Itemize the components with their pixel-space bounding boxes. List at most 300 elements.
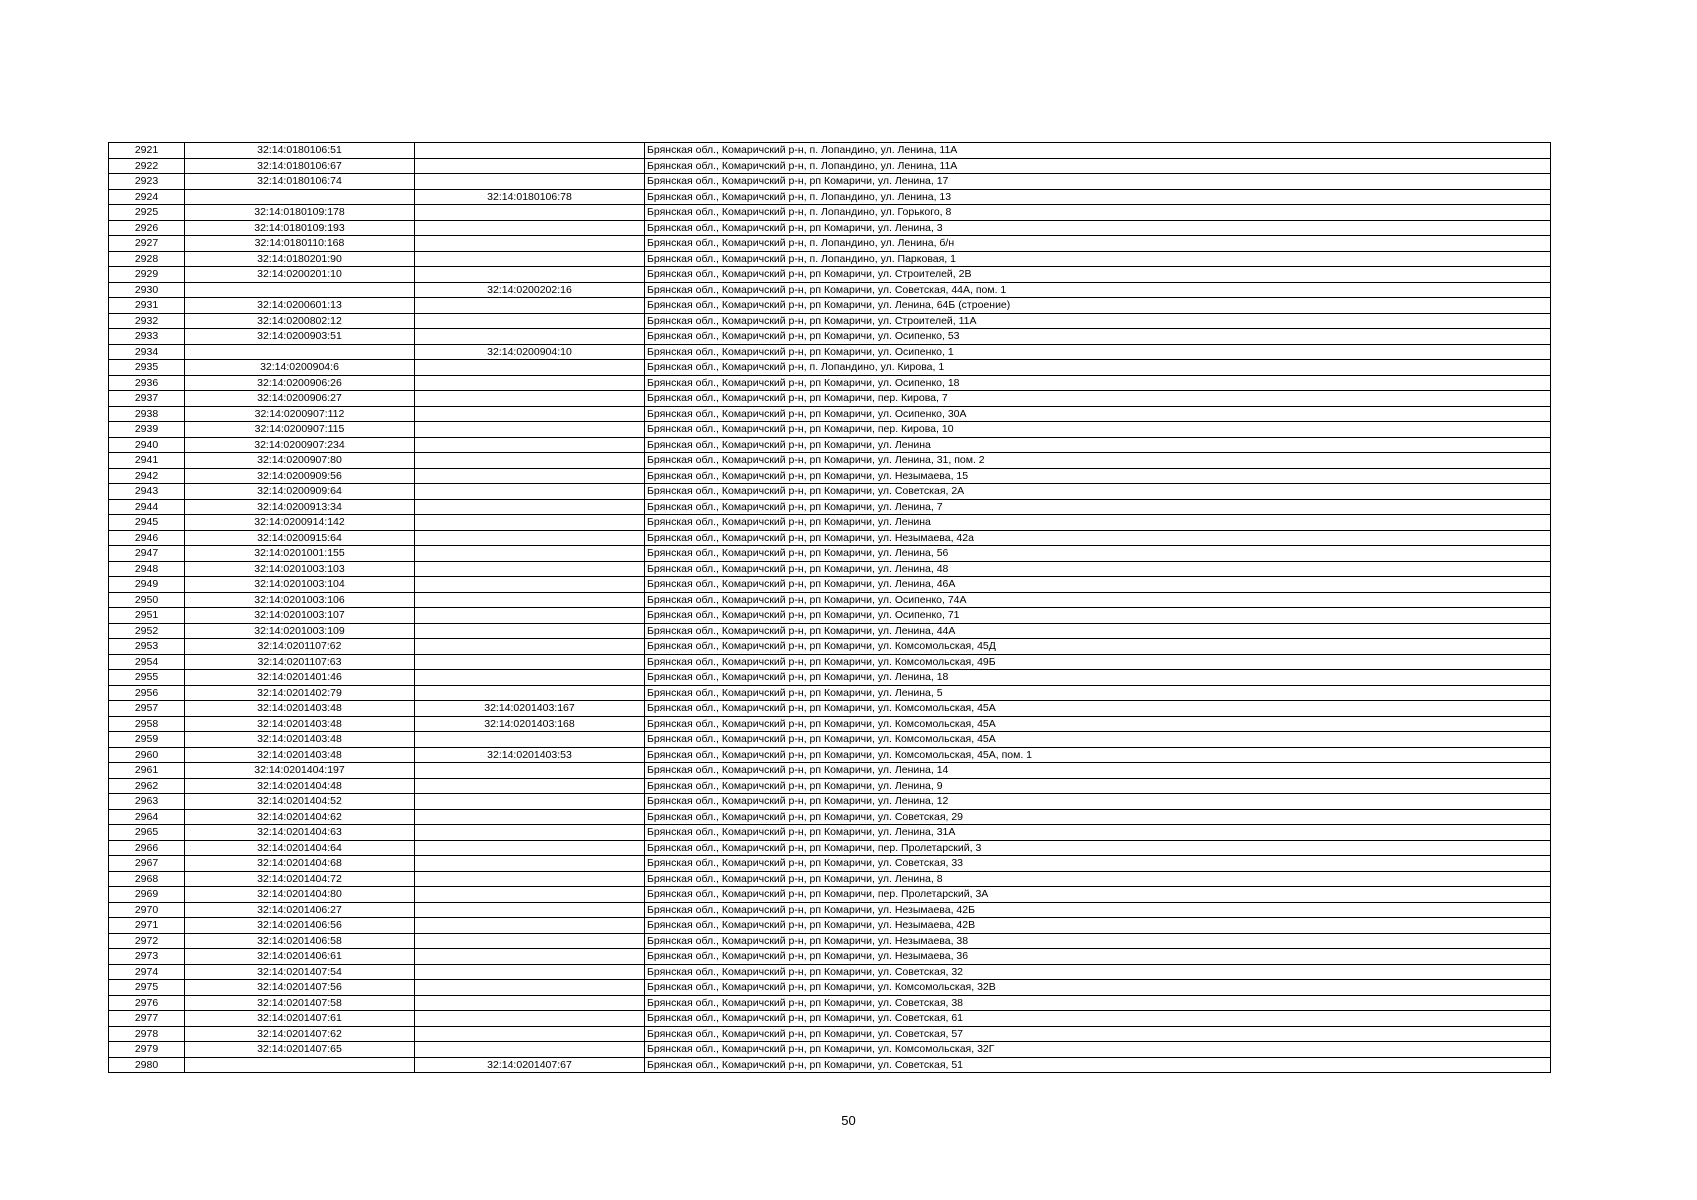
secondary-cadastral-number-cell — [415, 375, 645, 391]
secondary-cadastral-number-cell — [415, 143, 645, 159]
address-cell: Брянская обл., Комаричский р-н, п. Лопандино, ул. Ленина, б/н — [645, 236, 1551, 252]
address-cell: Брянская обл., Комаричский р-н, п. Лопандино, ул. Ленина, 13 — [645, 189, 1551, 205]
row-number-cell: 2965 — [109, 825, 185, 841]
row-number-cell: 2947 — [109, 546, 185, 562]
address-cell: Брянская обл., Комаричский р-н, рп Комаричи, ул. Незымаева, 36 — [645, 949, 1551, 965]
table-row — [109, 964, 1551, 980]
table-row — [109, 499, 1551, 515]
secondary-cadastral-number-cell: 32:14:0201403:53 — [415, 747, 645, 763]
table-row — [109, 298, 1551, 314]
secondary-cadastral-number-cell — [415, 887, 645, 903]
row-number-cell: 2932 — [109, 313, 185, 329]
secondary-cadastral-number-cell — [415, 949, 645, 965]
cadastral-number-cell: 32:14:0200914:142 — [185, 515, 415, 531]
row-number-cell: 2952 — [109, 623, 185, 639]
cadastral-number-cell: 32:14:0201406:58 — [185, 933, 415, 949]
address-cell: Брянская обл., Комаричский р-н, п. Лопандино, ул. Кирова, 1 — [645, 360, 1551, 376]
secondary-cadastral-number-cell — [415, 871, 645, 887]
table-row — [109, 422, 1551, 438]
secondary-cadastral-number-cell — [415, 251, 645, 267]
secondary-cadastral-number-cell — [415, 313, 645, 329]
address-cell: Брянская обл., Комаричский р-н, рп Комаричи, ул. Советская, 2А — [645, 484, 1551, 500]
secondary-cadastral-number-cell — [415, 763, 645, 779]
address-cell: Брянская обл., Комаричский р-н, рп Комаричи, ул. Строителей, 11А — [645, 313, 1551, 329]
cadastral-number-cell: 32:14:0180106:51 — [185, 143, 415, 159]
row-number-cell: 2956 — [109, 685, 185, 701]
address-cell: Брянская обл., Комаричский р-н, п. Лопандино, ул. Ленина, 11А — [645, 158, 1551, 174]
table-row — [109, 732, 1551, 748]
table-row — [109, 1042, 1551, 1058]
secondary-cadastral-number-cell — [415, 205, 645, 221]
cadastral-number-cell: 32:14:0201407:61 — [185, 1011, 415, 1027]
address-cell: Брянская обл., Комаричский р-н, рп Комаричи, ул. Советская, 57 — [645, 1026, 1551, 1042]
cadastral-number-cell: 32:14:0200907:112 — [185, 406, 415, 422]
row-number-cell: 2924 — [109, 189, 185, 205]
cadastral-number-cell: 32:14:0180201:90 — [185, 251, 415, 267]
secondary-cadastral-number-cell — [415, 794, 645, 810]
row-number-cell: 2953 — [109, 639, 185, 655]
table-row — [109, 406, 1551, 422]
cadastral-number-cell: 32:14:0201403:48 — [185, 701, 415, 717]
cadastral-number-cell — [185, 189, 415, 205]
address-cell: Брянская обл., Комаричский р-н, рп Комаричи, ул. Ленина, 18 — [645, 670, 1551, 686]
secondary-cadastral-number-cell — [415, 236, 645, 252]
table-row — [109, 933, 1551, 949]
cadastral-number-cell: 32:14:0201003:103 — [185, 561, 415, 577]
address-cell: Брянская обл., Комаричский р-н, рп Комаричи, ул. Ленина, 14 — [645, 763, 1551, 779]
address-cell: Брянская обл., Комаричский р-н, рп Комаричи, ул. Незымаева, 42Б — [645, 902, 1551, 918]
row-number-cell: 2925 — [109, 205, 185, 221]
table-row — [109, 608, 1551, 624]
secondary-cadastral-number-cell — [415, 546, 645, 562]
cadastral-number-cell: 32:14:0180106:67 — [185, 158, 415, 174]
address-cell: Брянская обл., Комаричский р-н, п. Лопандино, ул. Парковая, 1 — [645, 251, 1551, 267]
table-row — [109, 1057, 1551, 1073]
secondary-cadastral-number-cell — [415, 825, 645, 841]
cadastral-number-cell: 32:14:0201404:80 — [185, 887, 415, 903]
row-number-cell: 2949 — [109, 577, 185, 593]
cadastral-number-cell: 32:14:0180110:168 — [185, 236, 415, 252]
secondary-cadastral-number-cell — [415, 422, 645, 438]
row-number-cell: 2959 — [109, 732, 185, 748]
table-row — [109, 778, 1551, 794]
row-number-cell: 2921 — [109, 143, 185, 159]
row-number-cell: 2973 — [109, 949, 185, 965]
table-row — [109, 577, 1551, 593]
secondary-cadastral-number-cell — [415, 360, 645, 376]
cadastral-number-cell: 32:14:0200907:115 — [185, 422, 415, 438]
cadastral-number-cell: 32:14:0200904:6 — [185, 360, 415, 376]
cadastral-number-cell: 32:14:0201003:107 — [185, 608, 415, 624]
secondary-cadastral-number-cell — [415, 468, 645, 484]
row-number-cell: 2966 — [109, 840, 185, 856]
address-cell: Брянская обл., Комаричский р-н, рп Комаричи, ул. Ленина, 9 — [645, 778, 1551, 794]
secondary-cadastral-number-cell — [415, 918, 645, 934]
table-row — [109, 592, 1551, 608]
cadastral-number-cell: 32:14:0201402:79 — [185, 685, 415, 701]
address-cell: Брянская обл., Комаричский р-н, рп Комаричи, ул. Советская, 51 — [645, 1057, 1551, 1073]
row-number-cell: 2974 — [109, 964, 185, 980]
address-cell: Брянская обл., Комаричский р-н, рп Комаричи, ул. Ленина, 44А — [645, 623, 1551, 639]
address-cell: Брянская обл., Комаричский р-н, рп Комаричи, ул. Незымаева, 42а — [645, 530, 1551, 546]
row-number-cell: 2958 — [109, 716, 185, 732]
secondary-cadastral-number-cell — [415, 267, 645, 283]
row-number-cell: 2960 — [109, 747, 185, 763]
secondary-cadastral-number-cell — [415, 484, 645, 500]
address-cell: Брянская обл., Комаричский р-н, рп Комаричи, ул. Комсомольская, 45А — [645, 701, 1551, 717]
address-cell: Брянская обл., Комаричский р-н, рп Комаричи, ул. Советская, 32 — [645, 964, 1551, 980]
row-number-cell: 2941 — [109, 453, 185, 469]
address-cell: Брянская обл., Комаричский р-н, рп Комаричи, ул. Ленина, 48 — [645, 561, 1551, 577]
row-number-cell: 2972 — [109, 933, 185, 949]
row-number-cell: 2977 — [109, 1011, 185, 1027]
secondary-cadastral-number-cell: 32:14:0180106:78 — [415, 189, 645, 205]
secondary-cadastral-number-cell: 32:14:0200904:10 — [415, 344, 645, 360]
row-number-cell: 2967 — [109, 856, 185, 872]
address-cell: Брянская обл., Комаричский р-н, рп Комаричи, ул. Комсомольская, 45А, пом. 1 — [645, 747, 1551, 763]
table-row — [109, 980, 1551, 996]
secondary-cadastral-number-cell — [415, 298, 645, 314]
table-row — [109, 375, 1551, 391]
cadastral-number-cell — [185, 1057, 415, 1073]
row-number-cell: 2970 — [109, 902, 185, 918]
secondary-cadastral-number-cell — [415, 515, 645, 531]
row-number-cell: 2927 — [109, 236, 185, 252]
address-cell: Брянская обл., Комаричский р-н, п. Лопандино, ул. Горького, 8 — [645, 205, 1551, 221]
row-number-cell: 2937 — [109, 391, 185, 407]
cadastral-number-cell: 32:14:0201407:54 — [185, 964, 415, 980]
secondary-cadastral-number-cell — [415, 933, 645, 949]
cadastral-number-cell: 32:14:0200907:80 — [185, 453, 415, 469]
table-row — [109, 189, 1551, 205]
address-cell: Брянская обл., Комаричский р-н, рп Комаричи, ул. Незымаева, 15 — [645, 468, 1551, 484]
table-row — [109, 515, 1551, 531]
cadastral-number-cell: 32:14:0180109:178 — [185, 205, 415, 221]
secondary-cadastral-number-cell: 32:14:0201407:67 — [415, 1057, 645, 1073]
row-number-cell: 2922 — [109, 158, 185, 174]
cadastral-number-cell: 32:14:0201406:27 — [185, 902, 415, 918]
cadastral-number-cell: 32:14:0201404:63 — [185, 825, 415, 841]
address-cell: Брянская обл., Комаричский р-н, рп Комаричи, ул. Комсомольская, 32Г — [645, 1042, 1551, 1058]
address-cell: Брянская обл., Комаричский р-н, рп Комаричи, ул. Советская, 61 — [645, 1011, 1551, 1027]
row-number-cell: 2955 — [109, 670, 185, 686]
address-cell: Брянская обл., Комаричский р-н, рп Комаричи, ул. Ленина — [645, 437, 1551, 453]
address-cell: Брянская обл., Комаричский р-н, рп Комаричи, ул. Ленина, 8 — [645, 871, 1551, 887]
address-cell: Брянская обл., Комаричский р-н, рп Комаричи, пер. Кирова, 10 — [645, 422, 1551, 438]
address-cell: Брянская обл., Комаричский р-н, рп Комаричи, ул. Комсомольская, 32В — [645, 980, 1551, 996]
address-cell: Брянская обл., Комаричский р-н, рп Комаричи, пер. Пролетарский, 3А — [645, 887, 1551, 903]
row-number-cell: 2948 — [109, 561, 185, 577]
row-number-cell: 2945 — [109, 515, 185, 531]
secondary-cadastral-number-cell: 32:14:0200202:16 — [415, 282, 645, 298]
cadastral-number-cell: 32:14:0201401:46 — [185, 670, 415, 686]
address-cell: Брянская обл., Комаричский р-н, рп Комаричи, ул. Осипенко, 1 — [645, 344, 1551, 360]
table-row — [109, 236, 1551, 252]
table-row — [109, 360, 1551, 376]
row-number-cell: 2942 — [109, 468, 185, 484]
address-cell: Брянская обл., Комаричский р-н, рп Комаричи, ул. Ленина, 64Б (строение) — [645, 298, 1551, 314]
secondary-cadastral-number-cell — [415, 732, 645, 748]
cadastral-number-cell: 32:14:0201404:52 — [185, 794, 415, 810]
table-row — [109, 437, 1551, 453]
address-cell: Брянская обл., Комаричский р-н, п. Лопандино, ул. Ленина, 11А — [645, 143, 1551, 159]
cadastral-number-cell: 32:14:0200909:64 — [185, 484, 415, 500]
secondary-cadastral-number-cell — [415, 654, 645, 670]
row-number-cell: 2980 — [109, 1057, 185, 1073]
table-row — [109, 670, 1551, 686]
row-number-cell: 2978 — [109, 1026, 185, 1042]
secondary-cadastral-number-cell — [415, 856, 645, 872]
address-cell: Брянская обл., Комаричский р-н, рп Комаричи, ул. Советская, 33 — [645, 856, 1551, 872]
secondary-cadastral-number-cell — [415, 220, 645, 236]
secondary-cadastral-number-cell — [415, 437, 645, 453]
table-row — [109, 654, 1551, 670]
table-row — [109, 561, 1551, 577]
document-page — [108, 142, 1550, 1073]
cadastral-number-cell: 32:14:0180106:74 — [185, 174, 415, 190]
address-cell: Брянская обл., Комаричский р-н, рп Комаричи, ул. Ленина, 7 — [645, 499, 1551, 515]
table-row — [109, 220, 1551, 236]
row-number-cell: 2971 — [109, 918, 185, 934]
address-cell: Брянская обл., Комаричский р-н, рп Комаричи, ул. Ленина, 31, пом. 2 — [645, 453, 1551, 469]
cadastral-number-cell — [185, 282, 415, 298]
cadastral-number-cell: 32:14:0200903:51 — [185, 329, 415, 345]
row-number-cell: 2931 — [109, 298, 185, 314]
address-cell: Брянская обл., Комаричский р-н, рп Комаричи, ул. Незымаева, 38 — [645, 933, 1551, 949]
address-cell: Брянская обл., Комаричский р-н, рп Комаричи, ул. Комсомольская, 49Б — [645, 654, 1551, 670]
table-row — [109, 546, 1551, 562]
secondary-cadastral-number-cell — [415, 1026, 645, 1042]
cadastral-number-cell: 32:14:0201403:48 — [185, 732, 415, 748]
secondary-cadastral-number-cell — [415, 561, 645, 577]
secondary-cadastral-number-cell: 32:14:0201403:168 — [415, 716, 645, 732]
cadastral-number-cell: 32:14:0201003:109 — [185, 623, 415, 639]
table-row — [109, 840, 1551, 856]
cadastral-number-cell: 32:14:0201403:48 — [185, 747, 415, 763]
cadastral-number-cell: 32:14:0201404:197 — [185, 763, 415, 779]
row-number-cell: 2964 — [109, 809, 185, 825]
secondary-cadastral-number-cell — [415, 1011, 645, 1027]
secondary-cadastral-number-cell — [415, 685, 645, 701]
table-row — [109, 344, 1551, 360]
row-number-cell: 2963 — [109, 794, 185, 810]
cadastral-number-cell: 32:14:0200906:26 — [185, 375, 415, 391]
address-cell: Брянская обл., Комаричский р-н, рп Комаричи, ул. Ленина, 17 — [645, 174, 1551, 190]
cadastral-number-cell: 32:14:0180109:193 — [185, 220, 415, 236]
row-number-cell: 2957 — [109, 701, 185, 717]
table-row — [109, 468, 1551, 484]
table-row — [109, 174, 1551, 190]
row-number-cell: 2968 — [109, 871, 185, 887]
address-cell: Брянская обл., Комаричский р-н, рп Комаричи, пер. Пролетарский, 3 — [645, 840, 1551, 856]
table-row — [109, 267, 1551, 283]
table-row — [109, 484, 1551, 500]
table-row — [109, 747, 1551, 763]
secondary-cadastral-number-cell: 32:14:0201403:167 — [415, 701, 645, 717]
row-number-cell: 2939 — [109, 422, 185, 438]
row-number-cell: 2934 — [109, 344, 185, 360]
table-row — [109, 530, 1551, 546]
row-number-cell: 2928 — [109, 251, 185, 267]
table-row — [109, 453, 1551, 469]
row-number-cell: 2936 — [109, 375, 185, 391]
table-row — [109, 623, 1551, 639]
cadastral-number-cell: 32:14:0201404:68 — [185, 856, 415, 872]
secondary-cadastral-number-cell — [415, 639, 645, 655]
table-body — [109, 143, 1551, 1073]
address-cell: Брянская обл., Комаричский р-н, рп Комаричи, ул. Ленина — [645, 515, 1551, 531]
address-cell: Брянская обл., Комаричский р-н, рп Комаричи, ул. Осипенко, 30А — [645, 406, 1551, 422]
secondary-cadastral-number-cell — [415, 592, 645, 608]
address-cell: Брянская обл., Комаричский р-н, рп Комаричи, ул. Советская, 29 — [645, 809, 1551, 825]
cadastral-number-cell: 32:14:0200201:10 — [185, 267, 415, 283]
cadastral-number-cell: 32:14:0200915:64 — [185, 530, 415, 546]
address-cell: Брянская обл., Комаричский р-н, рп Комаричи, ул. Незымаева, 42В — [645, 918, 1551, 934]
property-table — [108, 142, 1551, 1073]
cadastral-number-cell: 32:14:0201107:63 — [185, 654, 415, 670]
row-number-cell: 2946 — [109, 530, 185, 546]
cadastral-number-cell: 32:14:0201407:65 — [185, 1042, 415, 1058]
table-row — [109, 313, 1551, 329]
secondary-cadastral-number-cell — [415, 530, 645, 546]
row-number-cell: 2961 — [109, 763, 185, 779]
address-cell: Брянская обл., Комаричский р-н, рп Комаричи, ул. Ленина, 31А — [645, 825, 1551, 841]
table-row — [109, 809, 1551, 825]
cadastral-number-cell: 32:14:0200601:13 — [185, 298, 415, 314]
table-row — [109, 282, 1551, 298]
table-row — [109, 639, 1551, 655]
secondary-cadastral-number-cell — [415, 840, 645, 856]
row-number-cell: 2929 — [109, 267, 185, 283]
cadastral-number-cell: 32:14:0201404:62 — [185, 809, 415, 825]
row-number-cell: 2976 — [109, 995, 185, 1011]
secondary-cadastral-number-cell — [415, 499, 645, 515]
cadastral-number-cell: 32:14:0201003:104 — [185, 577, 415, 593]
secondary-cadastral-number-cell — [415, 623, 645, 639]
cadastral-number-cell: 32:14:0201406:61 — [185, 949, 415, 965]
cadastral-number-cell: 32:14:0201406:56 — [185, 918, 415, 934]
row-number-cell: 2943 — [109, 484, 185, 500]
page-number: 50 — [841, 1113, 856, 1128]
table-row — [109, 825, 1551, 841]
address-cell: Брянская обл., Комаричский р-н, рп Комаричи, ул. Ленина, 56 — [645, 546, 1551, 562]
address-cell: Брянская обл., Комаричский р-н, рп Комаричи, ул. Строителей, 2В — [645, 267, 1551, 283]
table-row — [109, 887, 1551, 903]
cadastral-number-cell: 32:14:0201404:48 — [185, 778, 415, 794]
table-row — [109, 391, 1551, 407]
row-number-cell: 2930 — [109, 282, 185, 298]
row-number-cell: 2975 — [109, 980, 185, 996]
table-row — [109, 902, 1551, 918]
secondary-cadastral-number-cell — [415, 778, 645, 794]
cadastral-number-cell: 32:14:0201107:62 — [185, 639, 415, 655]
row-number-cell: 2944 — [109, 499, 185, 515]
secondary-cadastral-number-cell — [415, 809, 645, 825]
secondary-cadastral-number-cell — [415, 670, 645, 686]
secondary-cadastral-number-cell — [415, 995, 645, 1011]
row-number-cell: 2933 — [109, 329, 185, 345]
secondary-cadastral-number-cell — [415, 158, 645, 174]
table-row — [109, 918, 1551, 934]
address-cell: Брянская обл., Комаричский р-н, рп Комаричи, ул. Ленина, 12 — [645, 794, 1551, 810]
table-row — [109, 763, 1551, 779]
row-number-cell: 2951 — [109, 608, 185, 624]
cadastral-number-cell: 32:14:0201001:155 — [185, 546, 415, 562]
cadastral-number-cell: 32:14:0201403:48 — [185, 716, 415, 732]
address-cell: Брянская обл., Комаричский р-н, рп Комаричи, ул. Ленина, 3 — [645, 220, 1551, 236]
address-cell: Брянская обл., Комаричский р-н, рп Комаричи, ул. Осипенко, 74А — [645, 592, 1551, 608]
table-row — [109, 949, 1551, 965]
address-cell: Брянская обл., Комаричский р-н, рп Комаричи, ул. Ленина, 46А — [645, 577, 1551, 593]
address-cell: Брянская обл., Комаричский р-н, рп Комаричи, ул. Советская, 44А, пом. 1 — [645, 282, 1551, 298]
address-cell: Брянская обл., Комаричский р-н, рп Комаричи, ул. Комсомольская, 45А — [645, 732, 1551, 748]
secondary-cadastral-number-cell — [415, 980, 645, 996]
table-row — [109, 701, 1551, 717]
cadastral-number-cell: 32:14:0200907:234 — [185, 437, 415, 453]
cadastral-number-cell: 32:14:0200909:56 — [185, 468, 415, 484]
secondary-cadastral-number-cell — [415, 964, 645, 980]
cadastral-number-cell: 32:14:0200906:27 — [185, 391, 415, 407]
address-cell: Брянская обл., Комаричский р-н, рп Комаричи, пер. Кирова, 7 — [645, 391, 1551, 407]
secondary-cadastral-number-cell — [415, 1042, 645, 1058]
row-number-cell: 2935 — [109, 360, 185, 376]
row-number-cell: 2954 — [109, 654, 185, 670]
table-row — [109, 995, 1551, 1011]
address-cell: Брянская обл., Комаричский р-н, рп Комаричи, ул. Осипенко, 71 — [645, 608, 1551, 624]
table-row — [109, 794, 1551, 810]
address-cell: Брянская обл., Комаричский р-н, рп Комаричи, ул. Осипенко, 18 — [645, 375, 1551, 391]
table-row — [109, 205, 1551, 221]
cadastral-number-cell — [185, 344, 415, 360]
address-cell: Брянская обл., Комаричский р-н, рп Комаричи, ул. Комсомольская, 45Д — [645, 639, 1551, 655]
address-cell: Брянская обл., Комаричский р-н, рп Комаричи, ул. Комсомольская, 45А — [645, 716, 1551, 732]
table-row — [109, 158, 1551, 174]
address-cell: Брянская обл., Комаричский р-н, рп Комаричи, ул. Осипенко, 53 — [645, 329, 1551, 345]
secondary-cadastral-number-cell — [415, 174, 645, 190]
table-row — [109, 1011, 1551, 1027]
cadastral-number-cell: 32:14:0200913:34 — [185, 499, 415, 515]
cadastral-number-cell: 32:14:0201003:106 — [185, 592, 415, 608]
cadastral-number-cell: 32:14:0201404:72 — [185, 871, 415, 887]
table-row — [109, 685, 1551, 701]
secondary-cadastral-number-cell — [415, 608, 645, 624]
row-number-cell: 2926 — [109, 220, 185, 236]
cadastral-number-cell: 32:14:0201407:58 — [185, 995, 415, 1011]
cadastral-number-cell: 32:14:0201404:64 — [185, 840, 415, 856]
row-number-cell: 2923 — [109, 174, 185, 190]
secondary-cadastral-number-cell — [415, 902, 645, 918]
cadastral-number-cell: 32:14:0201407:56 — [185, 980, 415, 996]
secondary-cadastral-number-cell — [415, 406, 645, 422]
secondary-cadastral-number-cell — [415, 453, 645, 469]
table-row — [109, 143, 1551, 159]
cadastral-number-cell: 32:14:0200802:12 — [185, 313, 415, 329]
table-row — [109, 856, 1551, 872]
secondary-cadastral-number-cell — [415, 329, 645, 345]
row-number-cell: 2969 — [109, 887, 185, 903]
secondary-cadastral-number-cell — [415, 577, 645, 593]
address-cell: Брянская обл., Комаричский р-н, рп Комаричи, ул. Советская, 38 — [645, 995, 1551, 1011]
row-number-cell: 2962 — [109, 778, 185, 794]
table-row — [109, 329, 1551, 345]
table-row — [109, 871, 1551, 887]
row-number-cell: 2979 — [109, 1042, 185, 1058]
address-cell: Брянская обл., Комаричский р-н, рп Комаричи, ул. Ленина, 5 — [645, 685, 1551, 701]
table-row — [109, 1026, 1551, 1042]
row-number-cell: 2950 — [109, 592, 185, 608]
cadastral-number-cell: 32:14:0201407:62 — [185, 1026, 415, 1042]
row-number-cell: 2938 — [109, 406, 185, 422]
